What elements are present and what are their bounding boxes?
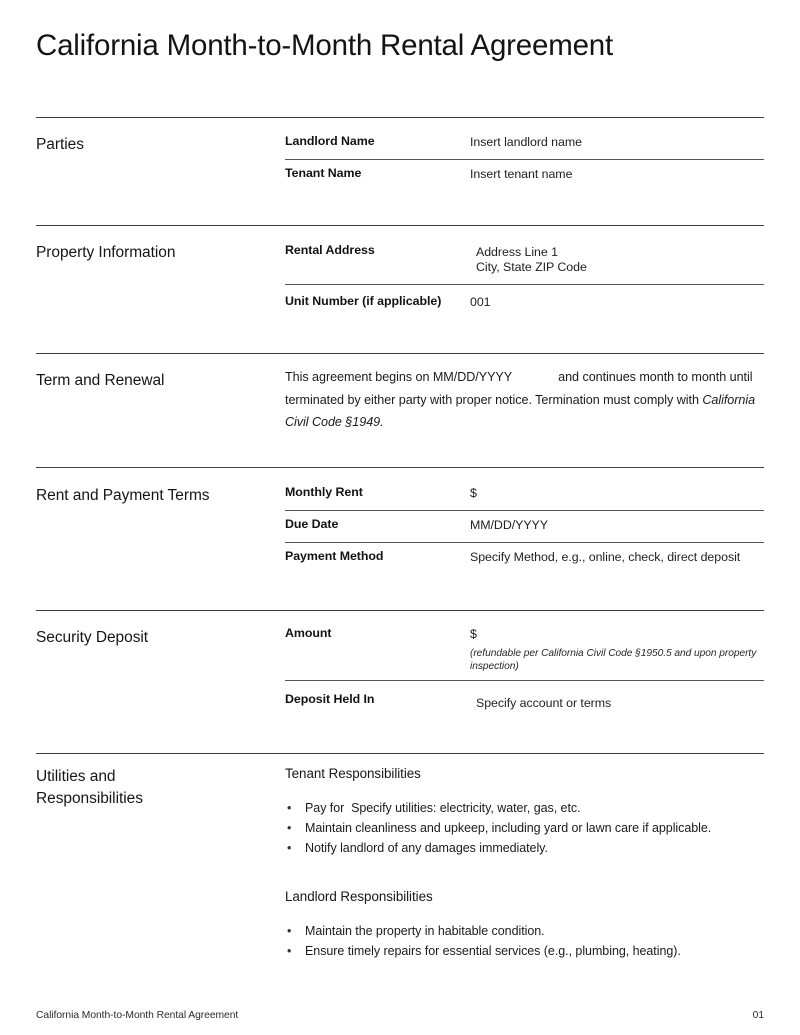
- deposit-amount-note: (refundable per California Civil Code §1950.5 and upon property inspection): [470, 648, 757, 672]
- section-parties: [36, 117, 764, 207]
- landlord-responsibilities-list: [285, 921, 765, 961]
- field-value-tenant-name[interactable]: Insert tenant name: [470, 167, 573, 181]
- section-property-information: [36, 225, 764, 335]
- bullet-icon: •: [287, 801, 292, 815]
- field-divider: [285, 284, 764, 285]
- section-utilities-and-responsibilities: [36, 753, 764, 968]
- field-value-due-date[interactable]: MM/DD/YYYY: [470, 518, 548, 532]
- section-heading-line1: Utilities and: [36, 768, 116, 785]
- list-item: [285, 838, 765, 858]
- term-paragraph-citation: California Civil Code §1949.: [285, 392, 756, 429]
- field-value-rental-address-line1[interactable]: Address Line 1: [476, 245, 558, 259]
- section-security-deposit: [36, 610, 764, 730]
- section-rent-and-payment-terms: [36, 467, 764, 587]
- list-item: [285, 941, 765, 961]
- list-item: [285, 798, 765, 818]
- field-label-deposit-amount: Amount: [285, 626, 332, 640]
- field-divider: [285, 680, 764, 681]
- field-value-monthly-rent[interactable]: $: [470, 486, 477, 500]
- section-term-and-renewal: [36, 353, 764, 453]
- field-divider: [285, 159, 764, 160]
- section-divider: [36, 117, 764, 118]
- section-heading-parties: Parties: [36, 136, 84, 153]
- field-label-tenant-name: Tenant Name: [285, 166, 362, 180]
- list-item: [285, 818, 765, 838]
- list-item-text: Maintain the property in habitable condition.: [305, 924, 545, 938]
- field-label-payment-method: Payment Method: [285, 549, 384, 563]
- section-heading-security-deposit: Security Deposit: [36, 629, 149, 646]
- field-label-unit-number: Unit Number (if applicable): [285, 294, 442, 308]
- section-heading-property-information: Property Information: [36, 244, 176, 261]
- list-item-text: Pay for Specify utilities: electricity, water, gas, etc.: [305, 801, 581, 815]
- bullet-icon: •: [287, 944, 292, 958]
- bullet-icon: •: [287, 924, 292, 938]
- section-divider: [36, 467, 764, 468]
- field-value-rental-address-line2[interactable]: City, State ZIP Code: [476, 260, 587, 274]
- list-item: [285, 921, 765, 941]
- list-item-text: Maintain cleanliness and upkeep, including yard or lawn care if applicable.: [305, 821, 712, 835]
- section-divider: [36, 353, 764, 354]
- section-heading-line2: Responsibilities: [36, 790, 143, 807]
- bullet-icon: •: [287, 821, 292, 835]
- subheading-tenant-responsibilities: Tenant Responsibilities: [285, 766, 421, 781]
- list-item-text: Ensure timely repairs for essential services (e.g., plumbing, heating).: [305, 944, 681, 958]
- field-label-landlord-name: Landlord Name: [285, 134, 375, 148]
- page-title: California Month-to-Month Rental Agreement: [36, 29, 613, 62]
- field-divider: [285, 542, 764, 543]
- field-value-payment-method[interactable]: Specify Method, e.g., online, check, direct deposit: [470, 550, 741, 564]
- field-label-monthly-rent: Monthly Rent: [285, 485, 363, 499]
- bullet-icon: •: [287, 841, 292, 855]
- field-value-deposit-held-in[interactable]: Specify account or terms: [476, 696, 612, 710]
- field-label-due-date: Due Date: [285, 517, 339, 531]
- section-divider: [36, 225, 764, 226]
- section-heading-utilities-and-responsibilities: [36, 766, 266, 810]
- section-heading-rent-and-payment-terms: Rent and Payment Terms: [36, 487, 210, 504]
- field-value-landlord-name[interactable]: Insert landlord name: [470, 135, 582, 149]
- section-divider: [36, 753, 764, 754]
- tenant-responsibilities-list: [285, 798, 765, 858]
- footer-document-name: California Month-to-Month Rental Agreement: [36, 1010, 239, 1021]
- field-label-rental-address: Rental Address: [285, 243, 375, 257]
- term-paragraph-part1: This agreement begins on MM/DD/YYYY: [285, 370, 513, 384]
- footer-page-number: 01: [752, 1010, 764, 1021]
- term-paragraph: [285, 366, 770, 434]
- field-label-deposit-held-in: Deposit Held In: [285, 692, 375, 706]
- field-value-deposit-amount[interactable]: $: [470, 627, 477, 641]
- field-divider: [285, 510, 764, 511]
- subheading-landlord-responsibilities: Landlord Responsibilities: [285, 889, 433, 904]
- term-paragraph-part2: and continues month to month until terminated by either party with proper notice. Termination must comply with: [285, 370, 753, 407]
- section-divider: [36, 610, 764, 611]
- section-heading-term-and-renewal: Term and Renewal: [36, 372, 165, 389]
- field-value-unit-number[interactable]: 001: [470, 295, 491, 309]
- list-item-text: Notify landlord of any damages immediately.: [305, 841, 548, 855]
